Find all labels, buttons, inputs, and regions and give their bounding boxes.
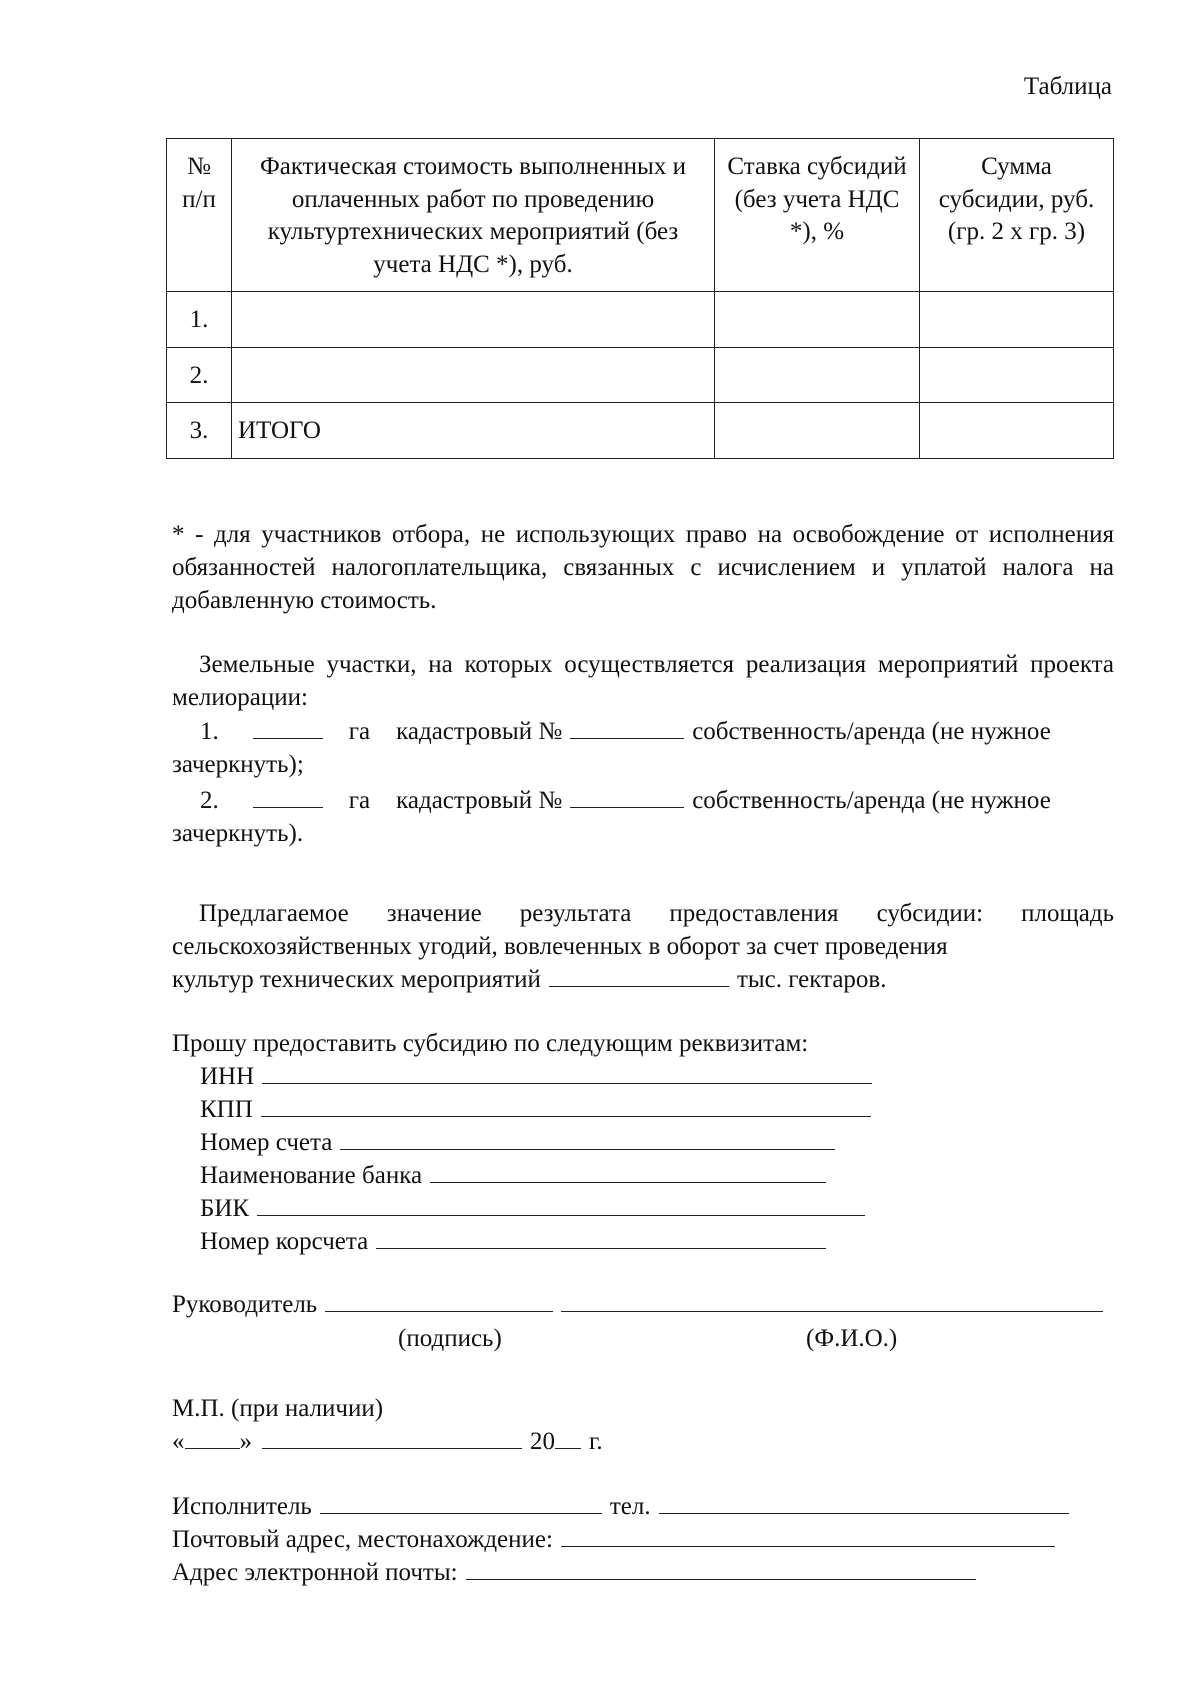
executor-label: Исполнитель (172, 1493, 312, 1520)
inn-field[interactable] (262, 1061, 872, 1084)
inn-label: ИНН (200, 1063, 255, 1090)
row-total-label: ИТОГО (232, 403, 715, 459)
land-unit-label: га (348, 718, 371, 745)
row-cost-cell[interactable] (232, 347, 715, 403)
row-number: 3. (167, 403, 232, 459)
year-suffix: г. (589, 1428, 603, 1455)
table-row-total (167, 403, 1114, 459)
postal-address-field[interactable] (561, 1545, 1055, 1547)
date-day-field[interactable] (185, 1447, 240, 1449)
account-number-field[interactable] (340, 1127, 835, 1150)
date-month-field[interactable] (262, 1447, 522, 1449)
result-text-tail: культур технических мероприятий (172, 966, 541, 993)
table-row (167, 292, 1114, 348)
land-plots-intro: Земельные участки, на которых осуществляется реализация мероприятий проекта мелиорации: (172, 651, 1114, 711)
result-paragraph (172, 897, 1114, 996)
land-unit-label: га (348, 787, 371, 814)
ownership-label: собственность/аренда (не нужное (692, 718, 1051, 745)
result-area-field[interactable] (549, 985, 729, 987)
signature-caption: (подпись) (398, 1325, 502, 1352)
table-caption: Таблица (1023, 73, 1112, 100)
executor-field[interactable] (320, 1512, 602, 1514)
row-rate-cell[interactable] (715, 403, 920, 459)
bank-name-field[interactable] (430, 1160, 826, 1183)
land-area-field[interactable] (253, 737, 323, 739)
phone-label: тел. (609, 1493, 651, 1520)
head-signature-field[interactable] (325, 1310, 553, 1312)
phone-field[interactable] (659, 1512, 1069, 1514)
row-amount-cell[interactable] (920, 347, 1114, 403)
stamp-note: М.П. (при наличии) (172, 1395, 384, 1422)
row-amount-cell[interactable] (920, 403, 1114, 459)
requisites-section (172, 1027, 1114, 1258)
bik-field[interactable] (257, 1193, 865, 1216)
land-item-2 (172, 784, 1114, 850)
land-item-number: 1. (200, 718, 219, 745)
header-number: № п/п (167, 139, 232, 292)
date-quote-open: « (172, 1428, 185, 1455)
table-header-row (167, 139, 1114, 292)
ownership-label: собственность/аренда (не нужное (692, 787, 1051, 814)
email-label: Адрес электронной почты: (172, 1559, 458, 1586)
row-number: 1. (167, 292, 232, 348)
land-area-field[interactable] (253, 806, 323, 808)
account-number-label: Номер счета (200, 1129, 333, 1156)
date-quote-close: » (239, 1428, 252, 1455)
executor-row (172, 1490, 1114, 1523)
row-rate-cell[interactable] (715, 347, 920, 403)
fio-caption: (Ф.И.О.) (806, 1325, 898, 1352)
cadastral-label: кадастровый № (396, 718, 563, 745)
result-text: Предлагаемое значение результата предоставления субсидии: площадь сельскохозяйственных угодий, вовлеченных в оборот за счет проведения (172, 900, 1114, 960)
corr-account-label: Номер корсчета (200, 1228, 369, 1255)
header-actual-cost: Фактическая стоимость выполненных и оплаченных работ по проведению культуртехнических мероприятий (без учета НДС *), руб. (232, 139, 715, 292)
row-amount-cell[interactable] (920, 292, 1114, 348)
head-fio-field[interactable] (561, 1310, 1103, 1312)
cadastral-number-field[interactable] (570, 806, 684, 808)
requisites-intro: Прошу предоставить субсидию по следующим реквизитам: (172, 1030, 809, 1057)
row-cost-cell[interactable] (232, 292, 715, 348)
bik-label: БИК (200, 1195, 250, 1222)
date-row (172, 1425, 1114, 1458)
corr-account-field[interactable] (376, 1226, 826, 1249)
head-label: Руководитель (172, 1291, 318, 1318)
cadastral-number-field[interactable] (570, 737, 684, 739)
bank-name-label: Наименование банка (200, 1162, 423, 1189)
subsidy-table (166, 138, 1114, 459)
row-rate-cell[interactable] (715, 292, 920, 348)
result-unit: тыс. гектаров. (736, 966, 887, 993)
postal-address-row (172, 1523, 1114, 1556)
table-row (167, 347, 1114, 403)
email-row (172, 1556, 1114, 1589)
land-item-1 (172, 715, 1114, 781)
land-item-continuation: зачеркнуть); (172, 751, 304, 778)
kpp-field[interactable] (261, 1094, 871, 1117)
postal-address-label: Почтовый адрес, местонахождение: (172, 1526, 553, 1553)
header-subsidy-amount: Сумма субсидии, руб. (гр. 2 х гр. 3) (920, 139, 1114, 292)
header-subsidy-rate: Ставка субсидий (без учета НДС *), % (715, 139, 920, 292)
kpp-label: КПП (200, 1096, 253, 1123)
vat-footnote: * - для участников отбора, не использующих право на освобождение от исполнения обязанностей налогоплательщика, связанных с исчислением и уплатой налога на добавленную стоимость. (172, 521, 1114, 614)
land-item-number: 2. (200, 787, 219, 814)
row-number: 2. (167, 347, 232, 403)
date-year-field[interactable] (555, 1447, 581, 1449)
cadastral-label: кадастровый № (396, 787, 563, 814)
head-signature-row (172, 1288, 1114, 1321)
land-item-continuation: зачеркнуть). (172, 820, 304, 847)
year-prefix: 20 (530, 1428, 555, 1455)
email-field[interactable] (466, 1578, 976, 1580)
